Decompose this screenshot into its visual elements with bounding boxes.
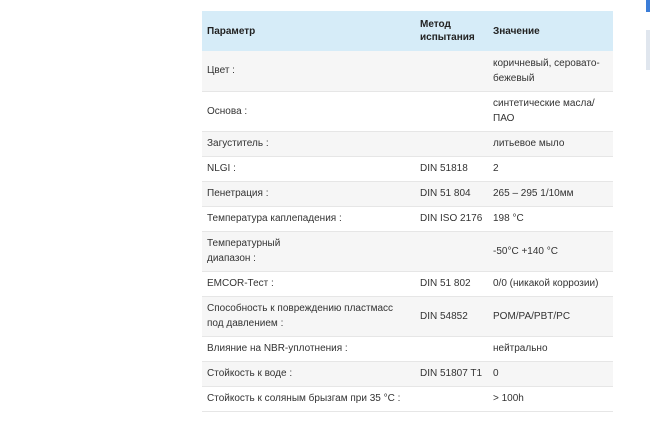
cell-test-method: DIN 51818 [415,156,488,181]
cell-parameter: Температурный диапазон : [202,231,415,271]
cell-test-method: DIN ISO 2176 [415,206,488,231]
cell-parameter: Способность к повреждению пластмасс под давлением : [202,296,415,336]
cell-value: литьевое мыло [488,131,613,156]
header-test-method: Метод испытания [420,19,475,43]
cell-value: коричневый, серовато-бежевый [488,51,613,91]
cell-parameter: Влияние на NBR-уплотнения : [202,336,415,361]
table-row [202,386,613,411]
cell-parameter: Загуститель : [202,131,415,156]
table-row [202,206,613,231]
cell-test-method [415,231,488,271]
cell-parameter: Цвет : [202,51,415,91]
cell-parameter: Основа : [202,91,415,131]
table-header-row [202,11,613,51]
cell-test-method: DIN 51807 T1 [415,361,488,386]
cell-value: -50°C +140 °C [488,231,613,271]
cell-value: нейтрально [488,336,613,361]
cell-parameter: EMCOR-Тест : [202,271,415,296]
cell-test-method [415,51,488,91]
table-row [202,91,613,131]
cell-parameter: Пенетрация : [202,181,415,206]
cell-test-method: DIN 54852 [415,296,488,336]
cell-test-method [415,131,488,156]
table-row [202,271,613,296]
cell-value: > 100h [488,386,613,411]
cell-test-method [415,91,488,131]
scroll-edge-track [646,30,650,70]
table-row [202,231,613,271]
table-row [202,361,613,386]
cell-value: 265 – 295 1/10мм [488,181,613,206]
table-row [202,51,613,91]
cell-test-method: DIN 51 804 [415,181,488,206]
cell-value: 198 °C [488,206,613,231]
cell-value: POM/PA/PBT/PC [488,296,613,336]
cell-test-method [415,336,488,361]
cell-test-method [415,386,488,411]
cell-value: синтетические масла/ПАО [488,91,613,131]
cell-parameter: NLGI : [202,156,415,181]
specifications-table [202,11,613,412]
cell-parameter: Стойкость к соляным брызгам при 35 °C : [202,386,415,411]
cell-parameter: Стойкость к воде : [202,361,415,386]
cell-value: 0 [488,361,613,386]
header-parameter: Параметр [207,25,256,37]
table-row [202,296,613,336]
table-row [202,156,613,181]
cell-value: 0/0 (никакой коррозии) [488,271,613,296]
cell-parameter: Температура каплепадения : [202,206,415,231]
table-row [202,131,613,156]
header-value: Значение [493,25,540,37]
table-row [202,181,613,206]
scroll-edge-accent [646,0,650,12]
table-row [202,336,613,361]
cell-test-method: DIN 51 802 [415,271,488,296]
cell-value: 2 [488,156,613,181]
